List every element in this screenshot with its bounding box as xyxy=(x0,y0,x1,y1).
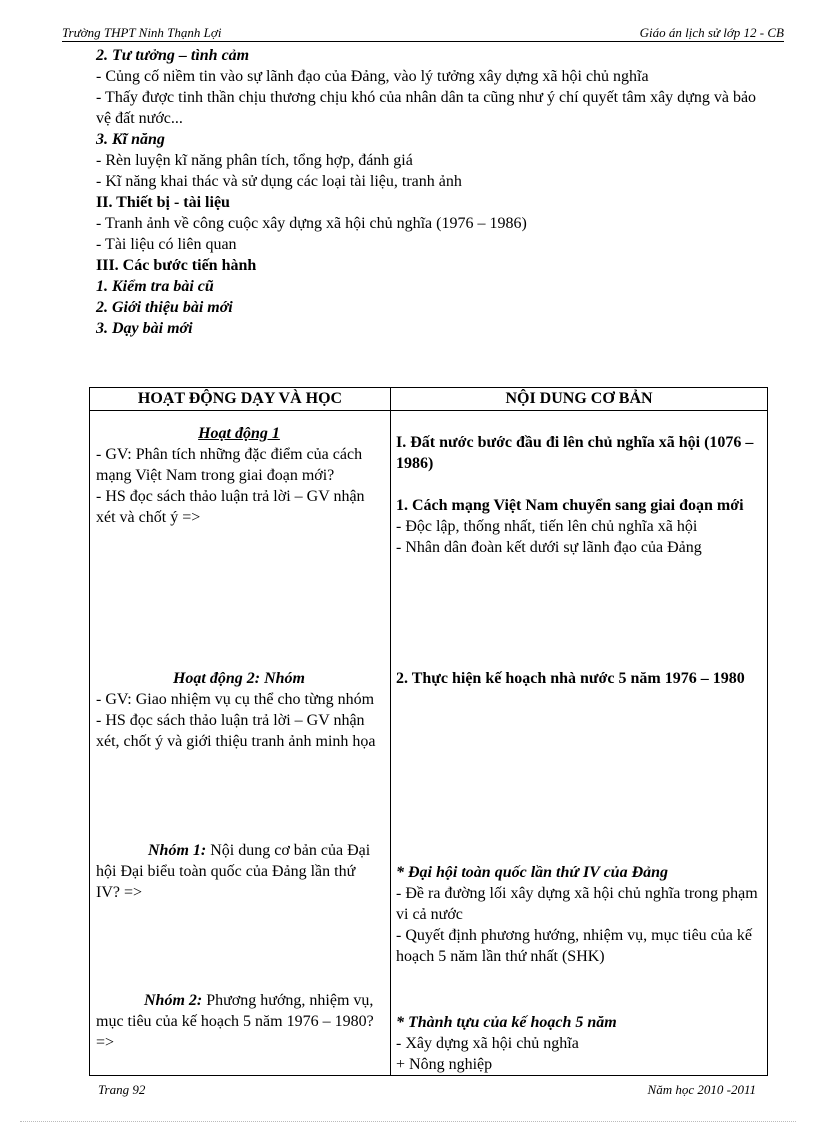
table-header-row xyxy=(90,388,768,411)
content-cell xyxy=(391,411,768,1076)
activity-1-line-2: - HS đọc sách thảo luận trả lời – GV nhận xét và chốt ý => xyxy=(96,488,365,526)
subject-name: Giáo án lịch sử lớp 12 - CB xyxy=(639,25,784,40)
congress-block xyxy=(396,862,766,967)
activity-1-title: Hoạt động 1 xyxy=(198,425,280,442)
part-1-title: I. Đất nước bước đầu đi lên chủ nghĩa xã hội (1076 – 1986) xyxy=(396,434,754,472)
group-2-question: Phương hướng, nhiệm vụ, mục tiêu của kế hoạch 5 năm 1976 – 1980? => xyxy=(96,992,374,1051)
col-header-activities: HOẠT ĐỘNG DẠY VÀ HỌC xyxy=(90,388,391,411)
congress-title: * Đại hội toàn quốc lần thứ IV của Đảng xyxy=(396,864,669,881)
part-2-title: 2. Thực hiện kế hoạch nhà nước 5 năm 1976 – 1980 xyxy=(396,670,745,687)
section-iii-title: III. Các bước tiến hành xyxy=(96,257,257,274)
table-body-row xyxy=(90,411,768,1076)
activity-2-line-1: - GV: Giao nhiệm vụ cụ thể cho từng nhóm xyxy=(96,691,375,708)
activity-1-line-1: - GV: Phân tích những đặc điểm của cách mạng Việt Nam trong giai đoạn mới? xyxy=(96,446,363,484)
part-1 xyxy=(396,432,766,558)
school-year: Năm học 2010 -2011 xyxy=(647,1082,756,1097)
page-header xyxy=(62,23,784,42)
section-3-line-2: - Kĩ năng khai thác và sử dụng các loại tài liệu, tranh ảnh xyxy=(96,173,462,190)
section-3-line-1: - Rèn luyện kĩ năng phân tích, tổng hợp, đánh giá xyxy=(96,152,413,169)
section-2-line-2: - Thấy được tinh thần chịu thương chịu khó của nhân dân ta cũng như ý chí quyết tâm xây dựng và bảo vệ đất nước... xyxy=(96,89,757,127)
section-2-line-1: - Củng cố niềm tin vào sự lãnh đạo của Đảng, vào lý tưởng xây dựng xã hội chủ nghĩa xyxy=(96,68,649,85)
intro-section xyxy=(96,45,766,339)
group-1-label: Nhóm 1: xyxy=(148,842,207,859)
activity-2-line-2: - HS đọc sách thảo luận trả lời – GV nhận xét, chốt ý và giới thiệu tranh ảnh minh họa xyxy=(96,712,376,750)
group-2-label: Nhóm 2: xyxy=(144,992,203,1009)
part-1-line-1: - Độc lập, thống nhất, tiến lên chủ nghĩa xã hội xyxy=(396,518,698,535)
activity-2-title: Hoạt động 2: Nhóm xyxy=(172,670,305,687)
part-2 xyxy=(396,668,766,689)
step-1: 1. Kiểm tra bài cũ xyxy=(96,278,214,295)
activities-cell xyxy=(90,411,391,1076)
section-ii-title: II. Thiết bị - tài liệu xyxy=(96,194,230,211)
step-3: 3. Dạy bài mới xyxy=(96,320,193,337)
group-2 xyxy=(96,990,382,1053)
congress-line-1: - Đề ra đường lối xây dựng xã hội chủ nghĩa trong phạm vi cả nước xyxy=(396,885,758,923)
page-bottom-rule xyxy=(20,1121,796,1122)
page-number: Trang 92 xyxy=(98,1082,146,1097)
group-1 xyxy=(96,840,382,903)
col-header-content: NỘI DUNG CƠ BẢN xyxy=(391,388,768,411)
activity-2 xyxy=(96,668,382,752)
achievements-title: * Thành tựu của kế hoạch 5 năm xyxy=(396,1014,617,1031)
achievements-line-2: + Nông nghiệp xyxy=(396,1056,493,1073)
part-1-line-2: - Nhân dân đoàn kết dưới sự lãnh đạo của Đảng xyxy=(396,539,702,556)
school-name: Trường THPT Ninh Thạnh Lợi xyxy=(62,25,222,40)
section-ii-line-1: - Tranh ảnh về công cuộc xây dựng xã hội chủ nghĩa (1976 – 1986) xyxy=(96,215,527,232)
section-3-title: 3. Kĩ năng xyxy=(96,131,165,148)
achievements-line-1: - Xây dựng xã hội chủ nghĩa xyxy=(396,1035,579,1052)
section-2-title: 2. Tư tưởng – tình cảm xyxy=(96,47,250,64)
part-1-subtitle: 1. Cách mạng Việt Nam chuyển sang giai đoạn mới xyxy=(396,497,744,514)
section-ii-line-2: - Tài liệu có liên quan xyxy=(96,236,237,253)
group-2-text xyxy=(96,990,382,1053)
step-2: 2. Giới thiệu bài mới xyxy=(96,299,233,316)
achievements-block xyxy=(396,1012,766,1075)
group-1-question: Nội dung cơ bản của Đại hội Đại biểu toàn quốc của Đảng lần thứ IV? => xyxy=(96,842,371,901)
congress-line-2: - Quyết định phương hướng, nhiệm vụ, mục tiêu của kế hoạch 5 năm lần thứ nhất (SHK) xyxy=(396,927,752,965)
group-1-text xyxy=(96,840,382,903)
lesson-table xyxy=(89,387,768,1076)
activity-1 xyxy=(96,423,382,528)
